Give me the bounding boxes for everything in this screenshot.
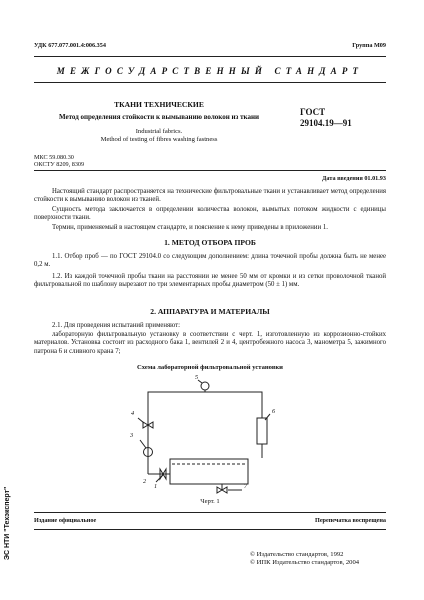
intro-paragraph-1: Настоящий стандарт распространяется на технические фильтровальные ткани и устанавливает метод определения стойкости к вымыванию волокон из тканей. (34, 188, 386, 204)
section-1-title: 1. МЕТОД ОТБОРА ПРОБ (164, 238, 256, 247)
pipe-loop (148, 392, 262, 474)
callout-1: 1 (154, 483, 158, 490)
mks-code: МКС 59.080.30 (34, 154, 74, 161)
reprint-notice: Перепечатка воспрещена (315, 517, 386, 524)
callout-7: 7 (244, 483, 248, 490)
udk-code: УДК 677.077.001.4:006.354 (34, 42, 106, 49)
manometer-5-icon (201, 382, 209, 390)
footer-rule-2 (34, 529, 386, 530)
copyright-1992: © Издательство стандартов, 1992 (250, 551, 344, 558)
figure-label: Черт. 1 (200, 498, 220, 505)
filtration-unit-diagram (110, 374, 310, 494)
section-1-paragraph-1: 1.1. Отбор проб — по ГОСТ 29104.0 со следующим дополнением: длина точечной пробы должна быть не менее 0,2 м. (34, 253, 386, 269)
section-2-paragraph: лабораторную фильтровальную установку в соответствии с черт. 1, изготовленную из коррозионно-стойких материалов. Установка состоит из расходного бака 1, вентилей 2 и 4, центробежного насоса 3, манометра 5, зажимного патрона 6 и сливного крана 7; (34, 331, 386, 355)
header-rule (34, 56, 386, 57)
section-1-paragraph-2: 1.2. Из каждой точечной пробы ткани на расстоянии не менее 50 мм от кромки и из сетки проволочной тканой фильтровальной по шаблону вырезают по три элементарных пробы диаметром (50 ± 1) мм. (34, 273, 386, 289)
doc-subtitle: Метод определения стойкости к вымыванию волокон из ткани (58, 113, 260, 121)
copyright-2004: © ИПК Издательство стандартов, 2004 (250, 559, 360, 566)
doc-title: ТКАНИ ТЕХНИЧЕСКИЕ (114, 100, 204, 109)
official-edition: Издание официальное (34, 517, 97, 524)
section-2-title: 2. АППАРАТУРА И МАТЕРИАЛЫ (150, 307, 270, 316)
footer-rule (34, 512, 386, 513)
standard-banner: МЕЖГОСУДАРСТВЕННЫЙ СТАНДАРТ (56, 66, 364, 76)
intro-date: Дата введения 01.01.93 (322, 175, 386, 182)
callout-4: 4 (131, 410, 135, 417)
side-stamp: ЭС НТИ "Техэксперт" (4, 486, 11, 560)
codes-rule (34, 170, 386, 171)
group-code: Группа М09 (352, 42, 386, 49)
english-title-1: Industrial fabrics. (135, 128, 183, 135)
okstu-code: ОКСТУ 8209, 8309 (34, 161, 85, 168)
gost-number: 29104.19—91 (300, 118, 352, 128)
callout-5: 5 (195, 374, 199, 381)
english-title-2: Method of testing of fibres washing fastness (100, 136, 218, 143)
intro-paragraph-2: Сущность метода заключается в определении количества волокон, вымытых потоком жидкости с единицы поверхности ткани. (34, 206, 386, 222)
gost-label: ГОСТ (300, 107, 326, 117)
callout-6: 6 (272, 408, 276, 415)
section-2-lead: 2.1. Для проведения испытаний применяют: (52, 322, 180, 329)
clamp-6-icon (257, 418, 267, 444)
figure-caption: Схема лабораторной фильтровальной установки (137, 364, 283, 371)
callout-2: 2 (143, 478, 147, 485)
callout-3: 3 (130, 432, 134, 439)
tank-1-icon (170, 459, 248, 484)
banner-rule (34, 82, 386, 83)
intro-paragraph-3: Термин, применяемый в настоящем стандарте, и пояснение к нему приведены в приложении 1. (52, 224, 328, 231)
